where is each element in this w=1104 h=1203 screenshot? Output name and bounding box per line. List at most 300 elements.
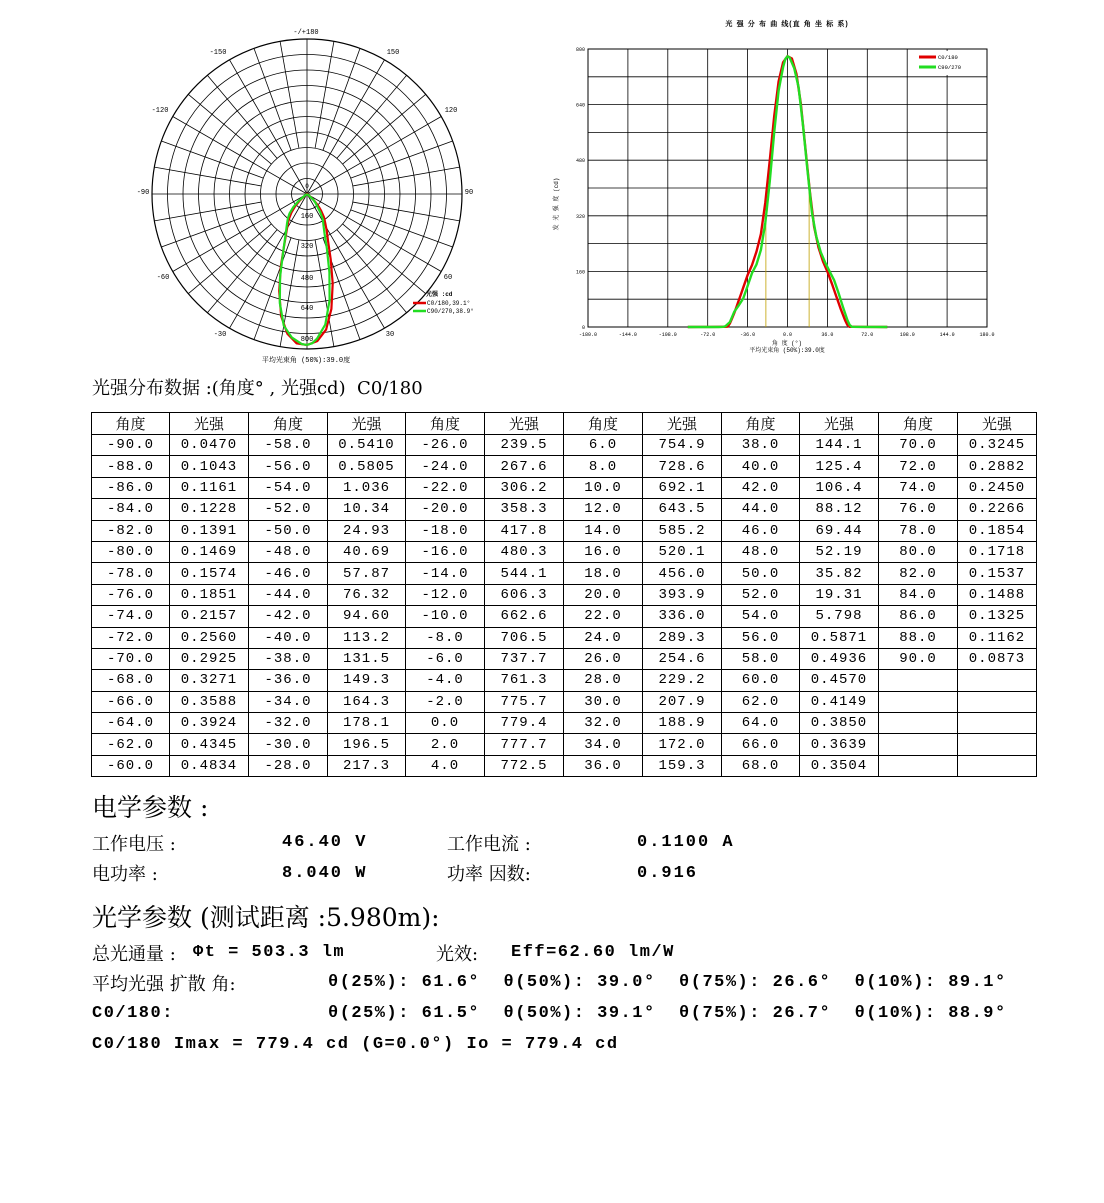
angle-cell: -72.0 xyxy=(92,627,170,648)
polar-label-m120: -120 xyxy=(151,107,169,115)
angle-cell: -66.0 xyxy=(92,691,170,712)
intensity-cell: 0.4149 xyxy=(800,691,879,712)
intensity-cell: 306.2 xyxy=(485,477,564,498)
intensity-cell: 131.5 xyxy=(328,648,406,669)
chart-x-tick-label: 180.0 xyxy=(979,332,995,338)
angle-cell: 20.0 xyxy=(564,584,643,605)
angle-cell: -22.0 xyxy=(406,477,485,498)
polar-grid-spoke xyxy=(343,224,426,294)
angle-cell: 38.0 xyxy=(722,435,800,456)
angle-cell: -30.0 xyxy=(249,734,328,755)
polar-grid-spoke xyxy=(337,230,407,313)
chart-x-tick-label: 144.0 xyxy=(939,332,955,338)
angle-cell: -68.0 xyxy=(92,670,170,691)
intensity-cell: 544.1 xyxy=(485,563,564,584)
intensity-cell: 0.5871 xyxy=(800,627,879,648)
flux-value: Φt = 503.3 lm xyxy=(193,943,346,962)
intensity-cell: 0.4936 xyxy=(800,648,879,669)
polar-radial-label: 640 xyxy=(300,305,314,313)
angle-cell: 86.0 xyxy=(879,606,958,627)
intensity-cell xyxy=(958,713,1037,734)
intensity-cell: 0.1228 xyxy=(170,499,249,520)
table-row xyxy=(92,520,1037,541)
polar-radial-label: 480 xyxy=(300,275,314,283)
angle-cell: -24.0 xyxy=(406,456,485,477)
chart-y-tick-label: 480 xyxy=(575,158,585,165)
angle-cell: -74.0 xyxy=(92,606,170,627)
chart-y-tick-label: 320 xyxy=(575,213,585,220)
intensity-cell: 0.1718 xyxy=(958,541,1037,562)
polar-label-top: -/+180 xyxy=(293,29,319,37)
intensity-cell: 164.3 xyxy=(328,691,406,712)
column-header-intensity: 光强 xyxy=(485,413,564,435)
polar-label-m150: -150 xyxy=(209,49,227,57)
intensity-cell xyxy=(958,691,1037,712)
intensity-cell: 106.4 xyxy=(800,477,879,498)
angle-cell: -26.0 xyxy=(406,435,485,456)
angle-cell: -86.0 xyxy=(92,477,170,498)
intensity-cell: 0.1391 xyxy=(170,520,249,541)
c0-label: C0/180: xyxy=(92,1004,174,1023)
intensity-cell: 0.5805 xyxy=(328,456,406,477)
chart-x-tick-label: -108.0 xyxy=(658,332,677,338)
angle-cell: 64.0 xyxy=(722,713,800,734)
intensity-cell: 88.12 xyxy=(800,499,879,520)
angle-cell: 12.0 xyxy=(564,499,643,520)
angle-cell: -28.0 xyxy=(249,755,328,776)
angle-cell: 32.0 xyxy=(564,713,643,734)
angle-cell: 42.0 xyxy=(722,477,800,498)
polar-label-p150: 150 xyxy=(386,49,400,57)
intensity-cell: 254.6 xyxy=(643,648,722,669)
intensity-cell: 0.4834 xyxy=(170,755,249,776)
angle-cell: 56.0 xyxy=(722,627,800,648)
chart-x-tick-label: -144.0 xyxy=(618,332,637,338)
column-header-intensity: 光强 xyxy=(643,413,722,435)
angle-cell: 82.0 xyxy=(879,563,958,584)
table-row xyxy=(92,477,1037,498)
intensity-cell: 144.1 xyxy=(800,435,879,456)
angle-cell: -6.0 xyxy=(406,648,485,669)
intensity-cell: 779.4 xyxy=(485,713,564,734)
angle-cell: -10.0 xyxy=(406,606,485,627)
table-row xyxy=(92,563,1037,584)
column-header-intensity: 光强 xyxy=(328,413,406,435)
intensity-cell: 480.3 xyxy=(485,541,564,562)
polar-grid-spoke xyxy=(154,167,261,186)
intensity-cell: 0.1574 xyxy=(170,563,249,584)
chart-y-tick-label: 160 xyxy=(575,269,585,276)
angle-cell: -32.0 xyxy=(249,713,328,734)
intensity-cell: 706.5 xyxy=(485,627,564,648)
column-header-angle: 角度 xyxy=(879,413,958,435)
intensity-cell: 662.6 xyxy=(485,606,564,627)
intensity-cell: 520.1 xyxy=(643,541,722,562)
angle-cell: -16.0 xyxy=(406,541,485,562)
intensity-cell: 0.2266 xyxy=(958,499,1037,520)
intensity-cell xyxy=(958,734,1037,755)
angle-cell: -18.0 xyxy=(406,520,485,541)
power-value: 8.040 W xyxy=(282,864,368,883)
polar-grid-spoke xyxy=(188,94,271,164)
intensity-cell: 417.8 xyxy=(485,520,564,541)
angle-cell: 26.0 xyxy=(564,648,643,669)
angle-cell: 70.0 xyxy=(879,435,958,456)
intensity-cell: 0.2450 xyxy=(958,477,1037,498)
angle-cell: -56.0 xyxy=(249,456,328,477)
polar-legend-title: 光强 :cd xyxy=(426,291,453,298)
angle-cell: -84.0 xyxy=(92,499,170,520)
intensity-cell: 0.1469 xyxy=(170,541,249,562)
angle-cell: 68.0 xyxy=(722,755,800,776)
polar-label-p60: 60 xyxy=(443,274,453,282)
cartesian-intensity-chart xyxy=(550,14,1010,364)
angle-cell: 18.0 xyxy=(564,563,643,584)
polar-radial-label: 800 xyxy=(300,336,314,344)
intensity-cell: 196.5 xyxy=(328,734,406,755)
column-header-intensity: 光强 xyxy=(958,413,1037,435)
electrical-title: 电学参数 : xyxy=(92,793,209,822)
intensity-cell: 0.2157 xyxy=(170,606,249,627)
polar-grid-spoke xyxy=(353,202,460,221)
angle-cell: 74.0 xyxy=(879,477,958,498)
angle-cell: 46.0 xyxy=(722,520,800,541)
intensity-cell: 40.69 xyxy=(328,541,406,562)
intensity-cell: 0.5410 xyxy=(328,435,406,456)
angle-cell xyxy=(879,713,958,734)
chart-x-tick-label: 36.0 xyxy=(821,332,834,338)
efficacy-label: 光效: xyxy=(436,944,479,965)
intensity-cell: 0.1854 xyxy=(958,520,1037,541)
chart-y-tick-label: 800 xyxy=(575,47,585,53)
intensity-cell: 57.87 xyxy=(328,563,406,584)
intensity-cell: 358.3 xyxy=(485,499,564,520)
table-row xyxy=(92,627,1037,648)
angle-cell: 62.0 xyxy=(722,691,800,712)
table-row xyxy=(92,499,1037,520)
table-row xyxy=(92,713,1037,734)
polar-legend-c90: C90/270,38.9° xyxy=(427,308,474,315)
chart-y-tick-label: 640 xyxy=(575,102,585,109)
angle-cell: 88.0 xyxy=(879,627,958,648)
intensity-cell xyxy=(958,670,1037,691)
table-row xyxy=(92,456,1037,477)
intensity-cell: 217.3 xyxy=(328,755,406,776)
polar-legend-c0: C0/180,39.1° xyxy=(427,300,471,307)
angle-cell: -14.0 xyxy=(406,563,485,584)
angle-cell: -62.0 xyxy=(92,734,170,755)
column-header-intensity: 光强 xyxy=(800,413,879,435)
angle-cell: -88.0 xyxy=(92,456,170,477)
angle-cell: 58.0 xyxy=(722,648,800,669)
chart-ticks xyxy=(576,47,995,338)
polar-label-m60: -60 xyxy=(156,274,170,282)
angle-cell: -12.0 xyxy=(406,584,485,605)
angle-cell xyxy=(879,734,958,755)
column-header-angle: 角度 xyxy=(406,413,485,435)
angle-cell: 28.0 xyxy=(564,670,643,691)
angle-cell xyxy=(879,755,958,776)
intensity-cell: 229.2 xyxy=(643,670,722,691)
angle-cell: -38.0 xyxy=(249,648,328,669)
chart-footer: 平均光束角 (50%):39.0度 xyxy=(749,347,825,354)
angle-cell: 72.0 xyxy=(879,456,958,477)
table-row xyxy=(92,691,1037,712)
angle-cell: -44.0 xyxy=(249,584,328,605)
polar-label-zero: 0 xyxy=(305,183,309,190)
angle-cell: 52.0 xyxy=(722,584,800,605)
intensity-cell: 0.1325 xyxy=(958,606,1037,627)
polar-radial-label: 160 xyxy=(300,213,314,221)
table-header-row xyxy=(92,413,1037,435)
intensity-cell: 606.3 xyxy=(485,584,564,605)
intensity-cell: 643.5 xyxy=(643,499,722,520)
intensity-cell: 239.5 xyxy=(485,435,564,456)
angle-cell: -76.0 xyxy=(92,584,170,605)
angle-cell: 80.0 xyxy=(879,541,958,562)
intensity-cell xyxy=(958,755,1037,776)
angle-cell: 24.0 xyxy=(564,627,643,648)
chart-x-tick-label: 108.0 xyxy=(899,332,915,338)
angle-cell xyxy=(879,670,958,691)
power-label: 电功率 : xyxy=(92,864,158,885)
current-label: 工作电流 : xyxy=(447,834,531,855)
chart-grid xyxy=(588,49,987,327)
intensity-cell: 393.9 xyxy=(643,584,722,605)
column-header-angle: 角度 xyxy=(722,413,800,435)
angle-cell: -52.0 xyxy=(249,499,328,520)
polar-intensity-diagram xyxy=(130,20,490,370)
intensity-cell: 0.1162 xyxy=(958,627,1037,648)
intensity-cell: 125.4 xyxy=(800,456,879,477)
intensity-cell: 0.2560 xyxy=(170,627,249,648)
distribution-title: 光强分布数据 :(角度° , 光强cd) C0/180 xyxy=(92,378,423,399)
angle-cell: -48.0 xyxy=(249,541,328,562)
angle-cell: -90.0 xyxy=(92,435,170,456)
angle-cell: -36.0 xyxy=(249,670,328,691)
efficacy-value: Eff=62.60 lm/W xyxy=(511,943,675,962)
chart-x-tick-label: 72.0 xyxy=(861,332,874,338)
polar-grid-spoke xyxy=(337,75,407,158)
angle-cell: -54.0 xyxy=(249,477,328,498)
intensity-cell: 0.1851 xyxy=(170,584,249,605)
column-header-intensity: 光强 xyxy=(170,413,249,435)
intensity-cell: 0.3245 xyxy=(958,435,1037,456)
intensity-cell: 24.93 xyxy=(328,520,406,541)
angle-cell: -50.0 xyxy=(249,520,328,541)
intensity-cell: 0.3850 xyxy=(800,713,879,734)
column-header-angle: 角度 xyxy=(564,413,643,435)
polar-grid-spoke xyxy=(280,41,299,148)
voltage-value: 46.40 V xyxy=(282,833,368,852)
intensity-cell: 0.1161 xyxy=(170,477,249,498)
intensity-cell: 692.1 xyxy=(643,477,722,498)
angle-cell: 34.0 xyxy=(564,734,643,755)
intensity-cell: 0.2925 xyxy=(170,648,249,669)
intensity-cell: 0.0470 xyxy=(170,435,249,456)
table-row xyxy=(92,670,1037,691)
polar-label-p90: 90 xyxy=(464,189,474,197)
table-row xyxy=(92,648,1037,669)
intensity-cell: 728.6 xyxy=(643,456,722,477)
intensity-cell: 69.44 xyxy=(800,520,879,541)
chart-x-tick-label: -72.0 xyxy=(700,332,716,338)
table-row xyxy=(92,435,1037,456)
chart-legend-c0: C0/180 xyxy=(938,54,958,61)
intensity-cell: 172.0 xyxy=(643,734,722,755)
optical-title: 光学参数 (测试距离 :5.980m): xyxy=(92,903,440,932)
table-row xyxy=(92,606,1037,627)
polar-label-p120: 120 xyxy=(444,107,458,115)
angle-cell: 50.0 xyxy=(722,563,800,584)
angle-cell: 0.0 xyxy=(406,713,485,734)
table-row xyxy=(92,584,1037,605)
spread-angle-label: 平均光强 扩散 角: xyxy=(92,974,236,995)
angle-cell: 30.0 xyxy=(564,691,643,712)
polar-grid-spoke xyxy=(207,230,277,313)
chart-x-tick-label: -180.0 xyxy=(578,332,598,338)
intensity-cell: 777.7 xyxy=(485,734,564,755)
angle-cell: 90.0 xyxy=(879,648,958,669)
polar-footer: 平均光束角 (50%):39.0度 xyxy=(261,357,351,365)
intensity-cell: 0.1043 xyxy=(170,456,249,477)
angle-cell: 60.0 xyxy=(722,670,800,691)
chart-x-tick-label: 0.0 xyxy=(782,332,793,338)
intensity-cell: 113.2 xyxy=(328,627,406,648)
angle-cell: -8.0 xyxy=(406,627,485,648)
intensity-cell: 0.1488 xyxy=(958,584,1037,605)
intensity-cell: 35.82 xyxy=(800,563,879,584)
angle-cell: 48.0 xyxy=(722,541,800,562)
intensity-cell: 0.3588 xyxy=(170,691,249,712)
intensity-cell: 775.7 xyxy=(485,691,564,712)
angle-cell: -70.0 xyxy=(92,648,170,669)
intensity-cell: 94.60 xyxy=(328,606,406,627)
intensity-cell: 19.31 xyxy=(800,584,879,605)
angle-cell: 4.0 xyxy=(406,755,485,776)
angle-cell: 8.0 xyxy=(564,456,643,477)
intensity-cell: 0.4345 xyxy=(170,734,249,755)
intensity-cell: 76.32 xyxy=(328,584,406,605)
intensity-cell: 0.4570 xyxy=(800,670,879,691)
angle-cell: 36.0 xyxy=(564,755,643,776)
distribution-table xyxy=(91,412,1037,777)
chart-title: 光 强 分 布 曲 线(直 角 坐 标 系) xyxy=(725,21,849,29)
polar-grid-spoke xyxy=(207,75,277,158)
imax-line: C0/180 Imax = 779.4 cd (G=0.0°) Io = 779.4 cd xyxy=(92,1035,619,1054)
angle-cell: 66.0 xyxy=(722,734,800,755)
flux-label: 总光通量 : xyxy=(92,944,176,965)
intensity-cell: 737.7 xyxy=(485,648,564,669)
angle-cell: 16.0 xyxy=(564,541,643,562)
angle-cell: -64.0 xyxy=(92,713,170,734)
angle-cell: 22.0 xyxy=(564,606,643,627)
angle-cell xyxy=(879,691,958,712)
table-row xyxy=(92,734,1037,755)
table-row xyxy=(92,541,1037,562)
angle-cell: -80.0 xyxy=(92,541,170,562)
intensity-cell: 754.9 xyxy=(643,435,722,456)
angle-cell: 44.0 xyxy=(722,499,800,520)
intensity-cell: 0.1537 xyxy=(958,563,1037,584)
polar-grid-spoke xyxy=(353,167,460,186)
column-header-angle: 角度 xyxy=(249,413,328,435)
angle-cell: -40.0 xyxy=(249,627,328,648)
angle-cell: 78.0 xyxy=(879,520,958,541)
intensity-cell: 10.34 xyxy=(328,499,406,520)
angle-cell: -20.0 xyxy=(406,499,485,520)
angle-cell: -82.0 xyxy=(92,520,170,541)
intensity-cell: 772.5 xyxy=(485,755,564,776)
angle-cell: -46.0 xyxy=(249,563,328,584)
intensity-cell: 5.798 xyxy=(800,606,879,627)
intensity-cell: 267.6 xyxy=(485,456,564,477)
polar-label-m30: -30 xyxy=(213,331,227,339)
spread-angle-values: θ(25%): 61.6° θ(50%): 39.0° θ(75%): 26.6° θ(10%): 89.1° xyxy=(328,973,1007,992)
intensity-cell: 149.3 xyxy=(328,670,406,691)
angle-cell: 40.0 xyxy=(722,456,800,477)
voltage-label: 工作电压 : xyxy=(92,834,176,855)
chart-ylabel: 发 光 强 度 (cd) xyxy=(553,177,560,231)
intensity-cell: 289.3 xyxy=(643,627,722,648)
angle-cell: 76.0 xyxy=(879,499,958,520)
intensity-cell: 207.9 xyxy=(643,691,722,712)
intensity-cell: 1.036 xyxy=(328,477,406,498)
angle-cell: 10.0 xyxy=(564,477,643,498)
chart-x-tick-label: -36.0 xyxy=(740,332,756,338)
angle-cell: -2.0 xyxy=(406,691,485,712)
angle-cell: 6.0 xyxy=(564,435,643,456)
angle-cell: -4.0 xyxy=(406,670,485,691)
intensity-cell: 0.2882 xyxy=(958,456,1037,477)
polar-grid-spoke xyxy=(154,202,261,221)
intensity-cell: 0.3271 xyxy=(170,670,249,691)
polar-grid-spoke xyxy=(315,41,334,148)
intensity-cell: 0.0873 xyxy=(958,648,1037,669)
polar-grid-spoke xyxy=(343,94,426,164)
angle-cell: -60.0 xyxy=(92,755,170,776)
column-header-angle: 角度 xyxy=(92,413,170,435)
angle-cell: 14.0 xyxy=(564,520,643,541)
angle-cell: -58.0 xyxy=(249,435,328,456)
chart-xlabel: 角 度 (°) xyxy=(771,340,803,347)
polar-radial-label: 320 xyxy=(300,243,314,251)
intensity-cell: 336.0 xyxy=(643,606,722,627)
intensity-cell: 178.1 xyxy=(328,713,406,734)
intensity-cell: 188.9 xyxy=(643,713,722,734)
polar-label-p30: 30 xyxy=(385,331,395,339)
intensity-cell: 456.0 xyxy=(643,563,722,584)
angle-cell: -42.0 xyxy=(249,606,328,627)
table-row xyxy=(92,755,1037,776)
angle-cell: -78.0 xyxy=(92,563,170,584)
polar-grid-spoke xyxy=(188,224,271,294)
power-factor-label: 功率 因数: xyxy=(447,864,531,885)
intensity-cell: 52.19 xyxy=(800,541,879,562)
angle-cell: -34.0 xyxy=(249,691,328,712)
current-value: 0.1100 A xyxy=(637,833,735,852)
intensity-cell: 159.3 xyxy=(643,755,722,776)
angle-cell: 2.0 xyxy=(406,734,485,755)
intensity-cell: 0.3924 xyxy=(170,713,249,734)
intensity-cell: 761.3 xyxy=(485,670,564,691)
intensity-cell: 585.2 xyxy=(643,520,722,541)
c0-angle-values: θ(25%): 61.5° θ(50%): 39.1° θ(75%): 26.7° θ(10%): 88.9° xyxy=(328,1004,1007,1023)
polar-label-m90: -90 xyxy=(136,189,150,197)
intensity-cell: 0.3639 xyxy=(800,734,879,755)
power-factor-value: 0.916 xyxy=(637,864,699,883)
angle-cell: 84.0 xyxy=(879,584,958,605)
